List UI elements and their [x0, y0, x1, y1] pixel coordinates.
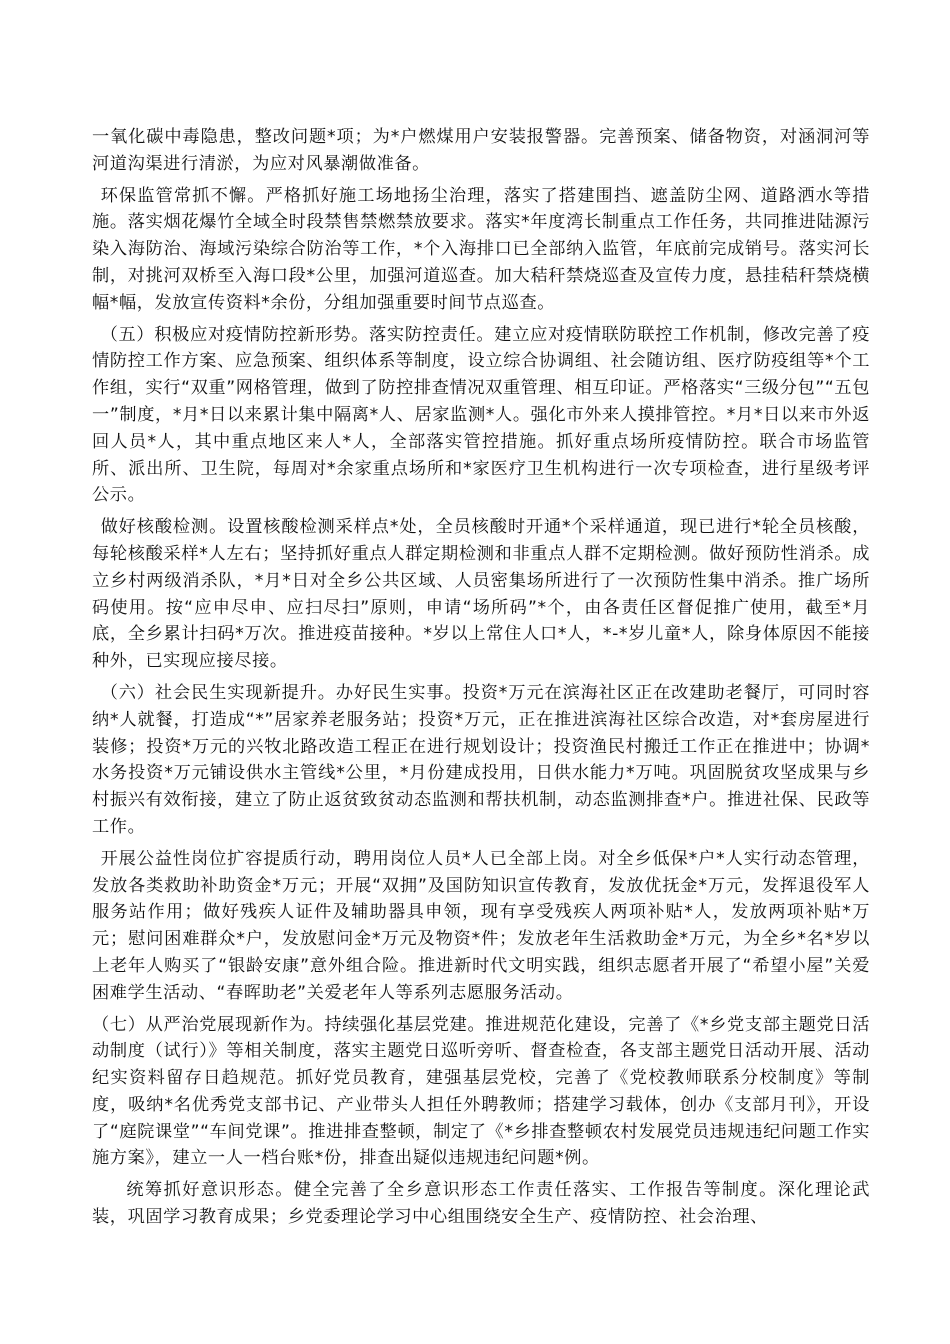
paragraph-2: 环保监管常抓不懈。严格抓好施工场地扬尘治理，落实了搭建围挡、遮盖防尘网、道路洒水等措施。落实烟花爆竹全域全时段禁售禁燃禁放要求。落实*年度湾长制重点工作任务，共同推进陆源污染入海防治、海域污染综合防治等工作，*个入海排口已全部纳入监管，年底前完成销号。落实河长制，对挑河双桥至入海口段*公里，加强河道巡查。加大秸秆禁烧巡查及宣传力度，悬挂秸秆禁烧横幅*幅，发放宣传资料*余份，分组加强重要时间节点巡查。 [92, 185, 870, 313]
paragraph-4: 做好核酸检测。设置核酸检测采样点*处，全员核酸时开通*个采样通道，现已进行*轮全员核酸，每轮核酸采样*人左右；坚持抓好重点人群定期检测和非重点人群不定期检测。做好预防性消杀。成立乡村两级消杀队，*月*日对全乡公共区域、人员密集场所进行了一次预防性集中消杀。推广场所码使用。按“应申尽申、应扫尽扫”原则，申请“场所码”*个，由各责任区督促推广使用，截至*月底，全乡累计扫码*万次。推进疫苗接种。*岁以上常住人口*人，*-*岁儿童*人，除身体原因不能接种外，已实现应接尽接。 [92, 517, 870, 672]
paragraph-5: （六）社会民生实现新提升。办好民生实事。投资*万元在滨海社区正在改建助老餐厅，可同时容纳*人就餐，打造成“*”居家养老服务站；投资*万元，正在推进滨海社区综合改造，对*套房屋进行装修；投资*万元的兴牧北路改造工程正在进行规划设计；投资渔民村搬迁工作正在推进中；协调*水务投资*万元铺设供水主管线*公里，*月份建成投用，日供水能力*万吨。巩固脱贫攻坚成果与乡村振兴有效衔接，建立了防止返贫致贫动态监测和帮扶机制，动态监测排查*户。推进社保、民政等工作。 [92, 682, 870, 837]
paragraph-3: （五）积极应对疫情防控新形势。落实防控责任。建立应对疫情联防联控工作机制，修改完善了疫情防控工作方案、应急预案、组织体系等制度，设立综合协调组、社会随访组、医疗防疫组等*个工作组，实行“双重”网格管理，做到了防控排查情况双重管理、相互印证。严格落实“三级分包”“五包一”制度，*月*日以来累计集中隔离*人、居家监测*人。强化市外来人摸排管控。*月*日以来市外返回人员*人，其中重点地区来人*人，全部落实管控措施。抓好重点场所疫情防控。联合市场监管所、派出所、卫生院，每周对*余家重点场所和*家医疗卫生机构进行一次专项检查，进行星级考评公示。 [92, 324, 870, 506]
document-body [92, 124, 870, 1236]
paragraph-8: 统筹抓好意识形态。健全完善了全乡意识形态工作责任落实、工作报告等制度。深化理论武装，巩固学习教育成果；乡党委理论学习中心组围绕安全生产、疫情防控、社会治理、 [92, 1180, 870, 1228]
paragraph-7: （七）从严治党展现新作为。持续强化基层党建。推进规范化建设，完善了《*乡党支部主题党日活动制度（试行）》等相关制度，落实主题党日巡听旁听、督查检查，各支部主题党日活动开展、活动纪实资料留存日趋规范。抓好党员教育，建强基层党校，完善了《党校教师联系分校制度》等制度，吸纳*名优秀党支部书记、产业带头人担任外聘教师；搭建学习载体，创办《支部月刊》，开设了“庭院课堂”“车间党课”。推进排查整顿，制定了《*乡排查整顿农村发展党员违规违纪问题工作实施方案》，建立一人一档台账*份，排查出疑似违规违纪问题*例。 [92, 1014, 870, 1169]
paragraph-6: 开展公益性岗位扩容提质行动，聘用岗位人员*人已全部上岗。对全乡低保*户*人实行动态管理，发放各类救助补助资金*万元；开展“双拥”及国防知识宣传教育，发放优抚金*万元，发挥退役军人服务站作用；做好残疾人证件及辅助器具申领，现有享受残疾人两项补贴*人，发放两项补贴*万元；慰问困难群众*户，发放慰问金*万元及物资*件；发放老年生活救助金*万元，为全乡*名*岁以上老年人购买了“银龄安康”意外组合险。推进新时代文明实践，组织志愿者开展了“希望小屋”关爱困难学生活动、“春晖助老”关爱老年人等系列志愿服务活动。 [92, 848, 870, 1003]
paragraph-1: 一氧化碳中毒隐患，整改问题*项；为*户燃煤用户安装报警器。完善预案、储备物资，对涵洞河等河道沟渠进行清淤，为应对风暴潮做准备。 [92, 127, 870, 174]
